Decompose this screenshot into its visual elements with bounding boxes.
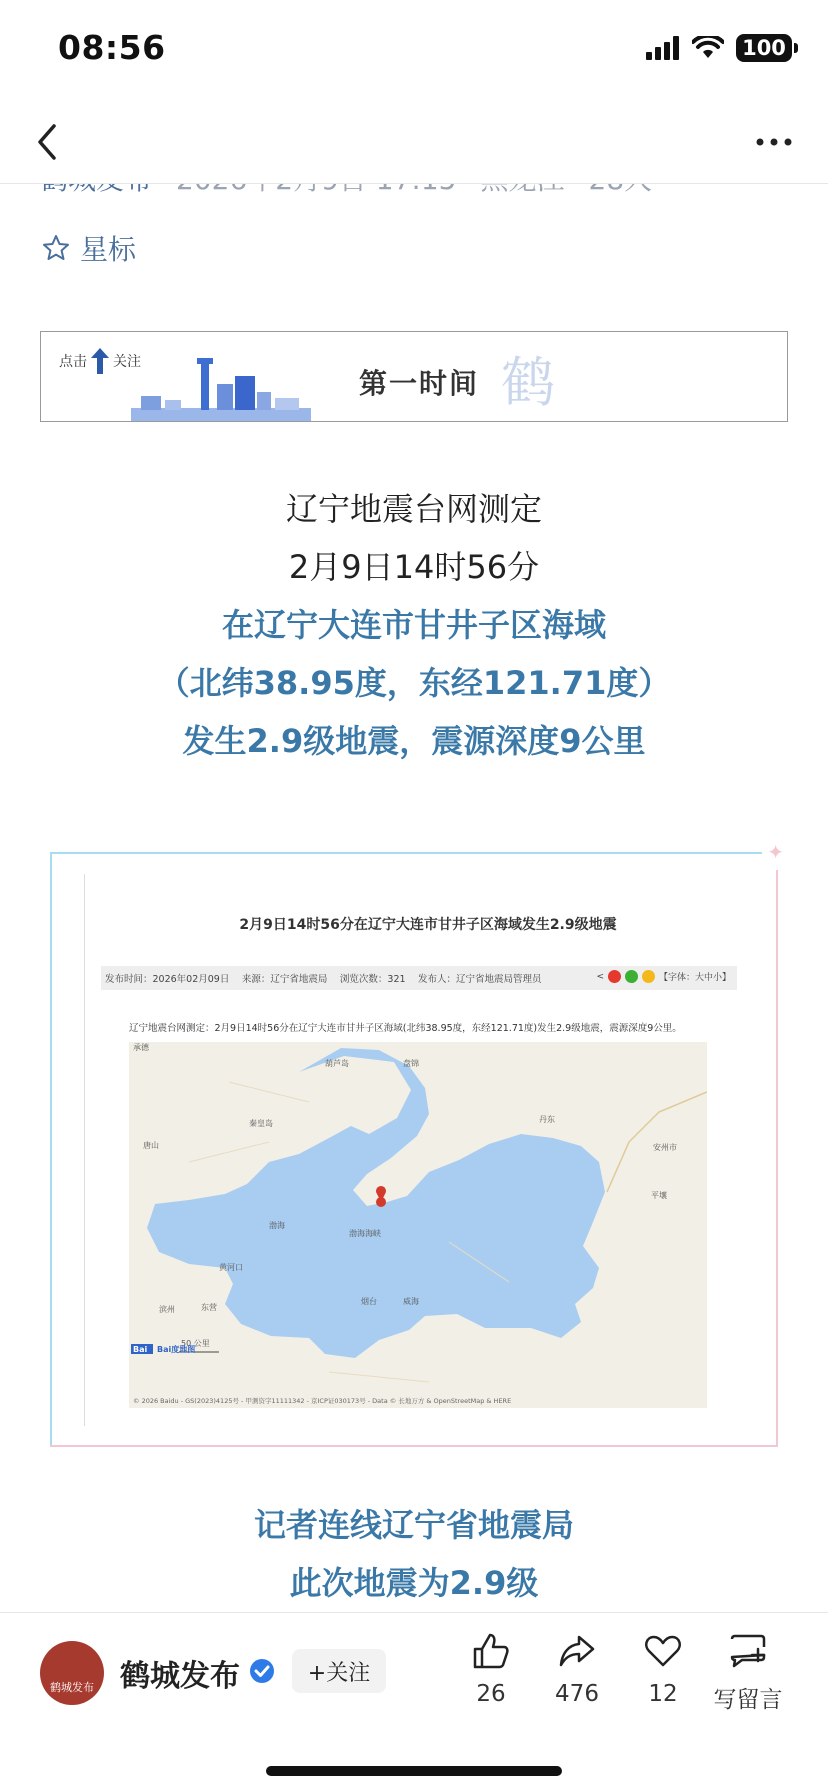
frame-line: [50, 1445, 778, 1447]
bottom-action-bar: [0, 1612, 828, 1792]
map-label: 渤海: [269, 1221, 285, 1230]
lead-line-1: 辽宁地震台网测定: [285, 490, 542, 528]
back-icon[interactable]: [28, 120, 68, 164]
heart-icon: [643, 1631, 683, 1671]
favorite-button[interactable]: [623, 1631, 703, 1707]
map-label: 威海: [403, 1297, 419, 1306]
map-label: 黄河口: [219, 1263, 243, 1272]
embedded-title: 2月9日14时56分在辽宁大连市甘井子区海域发生2.9级地震: [239, 917, 617, 933]
map-label: 秦皇岛: [249, 1119, 273, 1128]
lead-line-5: 发生2.9级地震，震源深度9公里: [182, 722, 646, 760]
map-graphic: [129, 1042, 707, 1408]
star-button[interactable]: [42, 228, 136, 268]
qzone-icon: [642, 970, 655, 983]
map-scale: 50 公里: [181, 1339, 210, 1348]
map-label: 盘锦: [403, 1059, 419, 1068]
map-logo: Bai度地图: [157, 1345, 196, 1354]
banner-crane-char: 鹤: [501, 351, 555, 414]
share-arrow-icon: [557, 1631, 597, 1671]
avatar-text: 鹤城发布: [50, 1681, 94, 1694]
comment-label: 写留言: [713, 1687, 783, 1713]
map-label: 丹东: [539, 1115, 555, 1124]
wechat-icon: [625, 970, 638, 983]
like-count: 26: [476, 1681, 506, 1707]
wifi-icon: [692, 36, 724, 60]
banner-tap-hint: [59, 348, 141, 374]
status-bar: [0, 0, 828, 100]
status-icons: [646, 34, 792, 62]
embedded-screenshot[interactable]: [84, 874, 770, 1426]
embedded-meta-text: 发布时间：2026年02月09日 来源：辽宁省地震局 浏览次数：321 发布人：辽宁省地震局管理员: [105, 974, 542, 985]
svg-text:Bai: Bai: [133, 1345, 148, 1354]
map-label: 葫芦岛: [325, 1059, 349, 1068]
banner-follow-text: 关注: [113, 354, 141, 370]
sparkle-icon: ✦: [767, 840, 784, 864]
map-label: 安州市: [653, 1143, 677, 1152]
embedded-desc: 辽宁地震台网测定：2月9日14时56分在辽宁大连市甘井子区海域(北纬38.95度，东经121.71度)发生2.9级地震，震源深度9公里。: [129, 1023, 682, 1034]
avatar[interactable]: [40, 1641, 104, 1705]
thumbs-up-icon: [471, 1631, 511, 1671]
lead-paragraph: [0, 480, 828, 770]
star-icon: [42, 234, 70, 262]
city-skyline-icon: [131, 348, 311, 422]
banner-tap-text: 点击: [59, 354, 87, 370]
status-time: 08:56: [58, 28, 166, 67]
cellular-signal-icon: [646, 36, 680, 60]
map-label: 唐山: [143, 1141, 159, 1150]
frame-line: [50, 852, 52, 1447]
lead-line-3: 在辽宁大连市甘井子区海域: [221, 606, 606, 644]
lead-line-4: （北纬38.95度，东经121.71度）: [157, 664, 671, 702]
nav-bar: [0, 100, 828, 184]
follow-banner[interactable]: [40, 331, 788, 422]
like-button[interactable]: [451, 1631, 531, 1707]
verified-badge-icon: [248, 1657, 276, 1685]
more-options-icon[interactable]: [752, 122, 796, 162]
follow-button[interactable]: +关注: [292, 1649, 386, 1693]
banner-main-text: 第一时间: [359, 367, 480, 400]
comment-button[interactable]: [708, 1631, 788, 1714]
map-footer: © 2026 Baidu - GS(2023)4125号 - 甲测资字11111342 - 京ICP证030173号 - Data © 长地万方 & OpenStreetMap & HERE: [133, 1397, 512, 1405]
favorite-count: 12: [648, 1681, 678, 1707]
font-size-option: 【字体：大中小】: [658, 973, 731, 983]
star-label: 星标: [80, 233, 137, 266]
frame-line: [776, 870, 778, 1447]
sub-line-2: 此次地震为2.9级: [289, 1564, 539, 1602]
map-label: 承德: [133, 1043, 149, 1052]
sub-line-1: 记者连线辽宁省地震局: [253, 1506, 574, 1544]
map-label: 平壤: [651, 1191, 667, 1200]
share-button[interactable]: [537, 1631, 617, 1707]
battery-icon: 100: [736, 34, 792, 62]
lead-line-2: 2月9日14时56分: [288, 548, 540, 586]
map-label: 渤海海峡: [349, 1229, 381, 1238]
share-count: 476: [555, 1681, 599, 1707]
share-icon: <: [596, 971, 604, 982]
embedded-meta: [101, 966, 737, 990]
map-label: 烟台: [361, 1297, 377, 1306]
home-indicator[interactable]: [266, 1766, 562, 1776]
arrow-up-icon: [91, 348, 109, 374]
sub-lead-paragraph: [0, 1496, 828, 1612]
epicenter-map: [129, 1042, 707, 1408]
embedded-share-row: [596, 970, 731, 983]
map-label: 滨州: [159, 1305, 175, 1314]
map-label: 东营: [201, 1303, 217, 1312]
comment-add-icon: [728, 1631, 768, 1671]
account-name[interactable]: 鹤城发布: [120, 1659, 240, 1694]
frame-line: [50, 852, 762, 854]
weibo-icon: [608, 970, 621, 983]
